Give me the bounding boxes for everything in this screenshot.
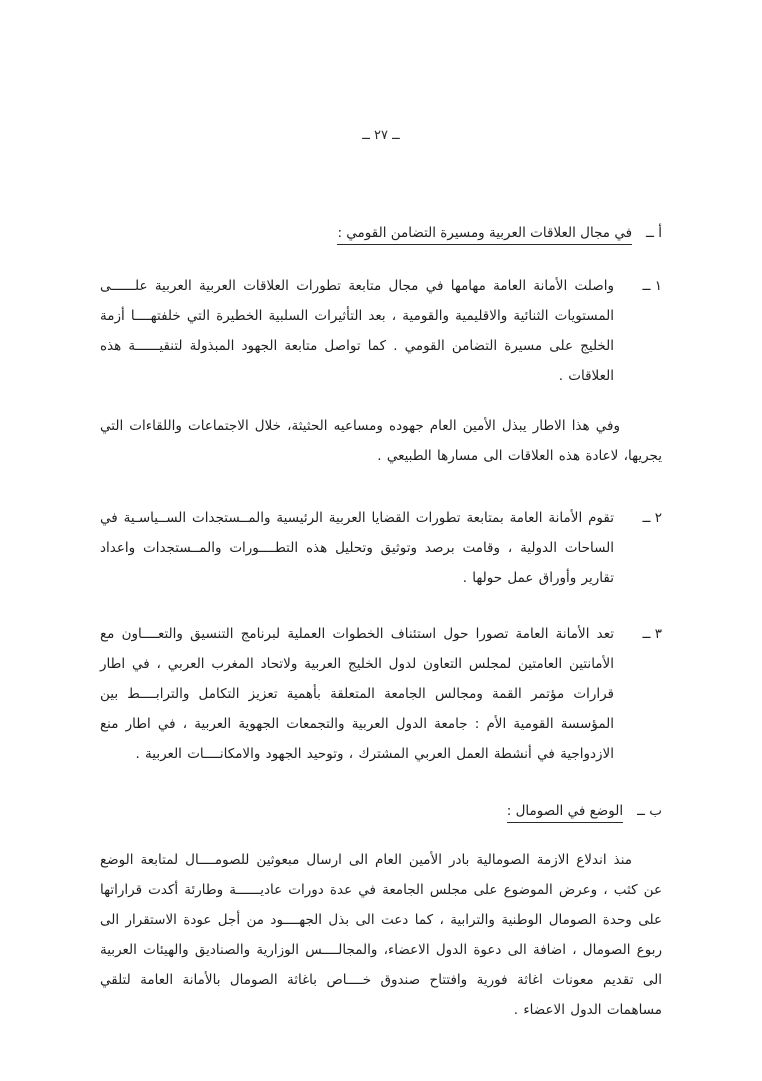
section-a-heading — [100, 225, 662, 245]
item-3-text: تعد الأمانة العامة تصورا حول استئناف الخطوات العملية لبرنامج التنسيق والتعــــاون مع الأمانتين العامتين لمجلس التعاون لدول الخليج العربية ولاتحاد المغرب العربي ، في اطار قرارات مؤتمر القمة ومجالس الجامعة المتعلقة بأهمية تعزيز التكامل والترابــــط بين المؤسسة القومية الأم : جامعة الدول العربية والتجمعات الجهوية العربية ، في اطار منع الازدواجية في أنشطة العمل العربي المشترك ، وتوحيد الجهود والامكانــــات العربية . — [100, 626, 614, 762]
section-b-paragraph: منذ اندلاع الازمة الصومالية بادر الأمين العام الى ارسال مبعوثين للصومــــال لمتابعة الوضع عن كثب ، وعرض الموضوع على مجلس الجامعة في عدة دورات عاديــــــة وطارئة أكدت قراراتها على وحدة الصومال الوطنية والترابية ، كما دعت الى بذل الجهــــود من أجل عودة الاستقرار الى ربوع الصومال ، اضافة الى دعوة الدول الاعضاء، والمجالــــس الوزارية والصناديق والهيئات العربية الى تقديم معونات اغاثة فورية وافتتاح صندوق خــــاص باغاثة الصومال بالأمانة العامة لتلقي مساهمات الدول الاعضاء . — [100, 852, 662, 1018]
section-a-marker: أ ــ — [646, 225, 662, 241]
item-1-text: واصلت الأمانة العامة مهامها في مجال متابعة تطورات العلاقات العربية العربية علــــــى المستويات الثنائية والاقليمية والقومية ، بعد التأثيرات السلبية الخطيرة التي خلفتهــــا أزمة الخليج على مسيرة التضامن القومي . كما تواصل متابعة الجهود المبذولة لتنقيــــــة هذه العلاقات . — [100, 278, 614, 384]
section-a-note-paragraph: وفي هذا الاطار يبذل الأمين العام جهوده ومساعيه الحثيثة، خلال الاجتماعات واللقاءات التي يجريها، لاعادة هذه العلاقات الى مسارها الطبيعي . — [100, 418, 662, 464]
item-3-marker: ٣ ــ — [642, 626, 662, 642]
section-a-item-2 — [100, 503, 662, 593]
section-a-item-3 — [100, 619, 662, 769]
section-b-heading — [100, 803, 662, 823]
section-b-title: الوضع في الصومال : — [507, 803, 623, 823]
item-1-marker: ١ ــ — [642, 278, 662, 294]
page-number: ــ ٢٧ ــ — [362, 128, 400, 143]
item-2-text: تقوم الأمانة العامة بمتابعة تطورات القضايا العربية الرئيسية والمــستجدات الســياسـية في الساحات الدولية ، وقامت برصد وتوثيق وتحليل هذه التطــــورات والمــستجدات واعداد تقارير وأوراق عمل حولها . — [100, 510, 614, 586]
item-2-marker: ٢ ــ — [642, 510, 662, 526]
section-a-item-1 — [100, 271, 662, 391]
section-a-title: في مجال العلاقات العربية ومسيرة التضامن القومي : — [337, 225, 632, 245]
section-b-marker: ب ــ — [637, 803, 662, 819]
